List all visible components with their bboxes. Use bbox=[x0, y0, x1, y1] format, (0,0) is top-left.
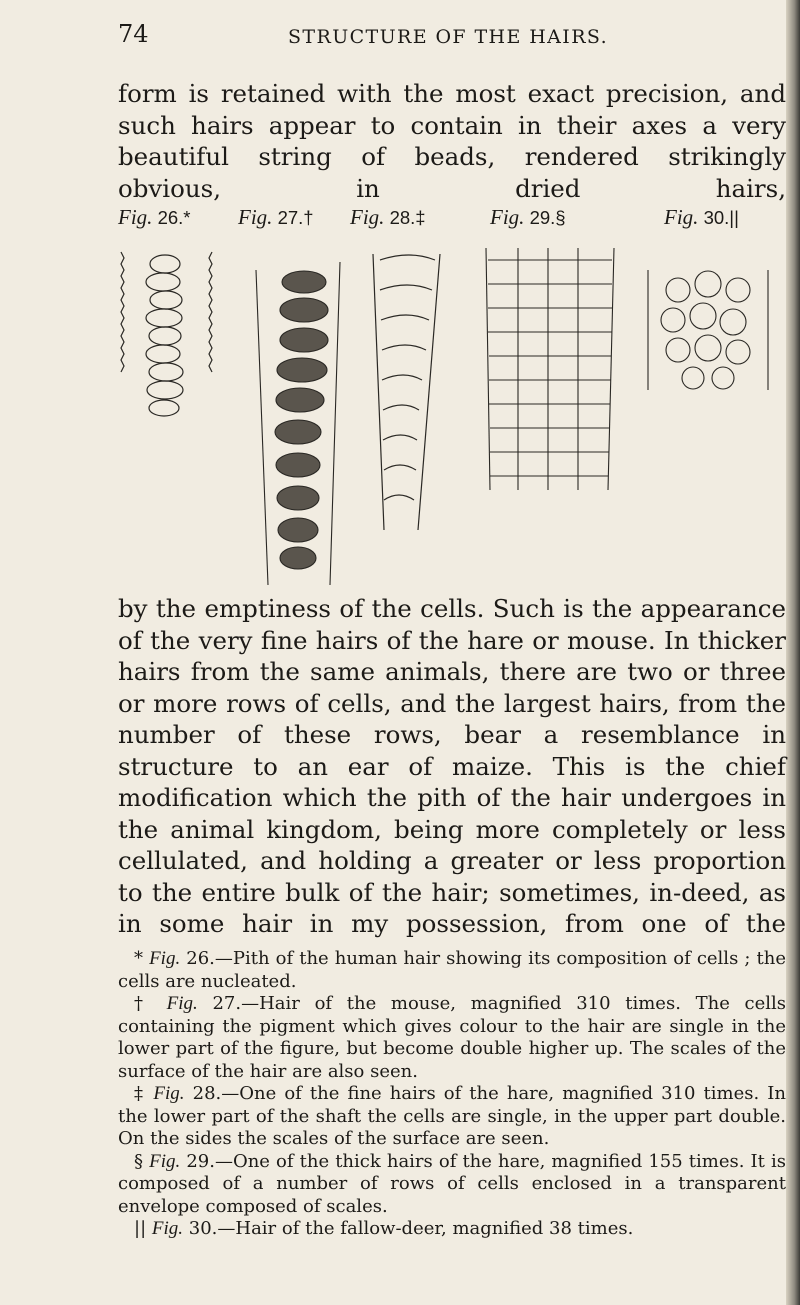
figure-caption-29: Fig. 29.§ bbox=[490, 205, 566, 229]
hair-figures-illustration bbox=[118, 240, 786, 585]
figure-27-mouse-hair bbox=[256, 262, 340, 585]
figure-caption-27: Fig. 27.† bbox=[238, 205, 314, 229]
figure-captions bbox=[118, 205, 786, 235]
figure-26-human-hair-pith bbox=[121, 252, 212, 416]
figure-caption-30: Fig. 30.|| bbox=[664, 205, 739, 229]
footnote-fig-28: ‡ Fig. 28.—One of the fine hairs of the hare, magnified 310 times. In the lower part of the shaft the cells are single, in the upper part double. On the sides the scales of the surface are seen. bbox=[118, 1083, 786, 1149]
figure-caption-26: Fig. 26.* bbox=[118, 205, 191, 229]
footnote-fig-30: || Fig. 30.—Hair of the fallow-deer, magnified 38 times. bbox=[134, 1218, 634, 1239]
body-paragraph-2: by the emptiness of the cells. Such is the appearance of the very fine hairs of the hare or mouse. In thicker hairs from the same animals, there are two or three or more rows of cells, and the largest hairs, from the number of these rows, bear a resemblance in structure to an ear of maize. This is the chief modification which the pith of the hair undergoes in the animal kingdom, being more completely or less cellulated, and holding a greater or less proportion to the entire bulk of the hair; sometimes, in-deed, as in some hair in my possession, from one of the bbox=[118, 594, 786, 938]
figure-28-fine-hare-hair bbox=[373, 254, 440, 530]
page-header bbox=[118, 20, 790, 60]
figure-30-fallow-deer-hair bbox=[648, 270, 768, 390]
footnote-fig-26: * Fig. 26.—Pith of the human hair showing its composition of cells ; the cells are nucleated. bbox=[118, 948, 786, 992]
footnotes bbox=[118, 948, 786, 1241]
page-number: 74 bbox=[118, 20, 149, 48]
figure-29-thick-hare-hair bbox=[486, 248, 614, 490]
book-spine-edge bbox=[786, 0, 800, 1305]
running-title: STRUCTURE OF THE HAIRS. bbox=[288, 26, 609, 48]
body-paragraph-1: form is retained with the most exact precision, and such hairs appear to contain in their axes a very beautiful string of beads, rendered strikingly obvious, in dried hairs, bbox=[118, 79, 786, 203]
figure-caption-28: Fig. 28.‡ bbox=[350, 205, 426, 229]
footnote-fig-27: † Fig. 27.—Hair of the mouse, magnified 310 times. The cells containing the pigment which gives colour to the hair are single in the lower part of the figure, but become double higher up. The scales of the surface of the hair are also seen. bbox=[118, 993, 787, 1082]
footnote-fig-29: § Fig. 29.—One of the thick hairs of the hare, magnified 155 times. It is composed of a number of rows of cells enclosed in a transparent envelope composed of scales. bbox=[118, 1150, 786, 1217]
